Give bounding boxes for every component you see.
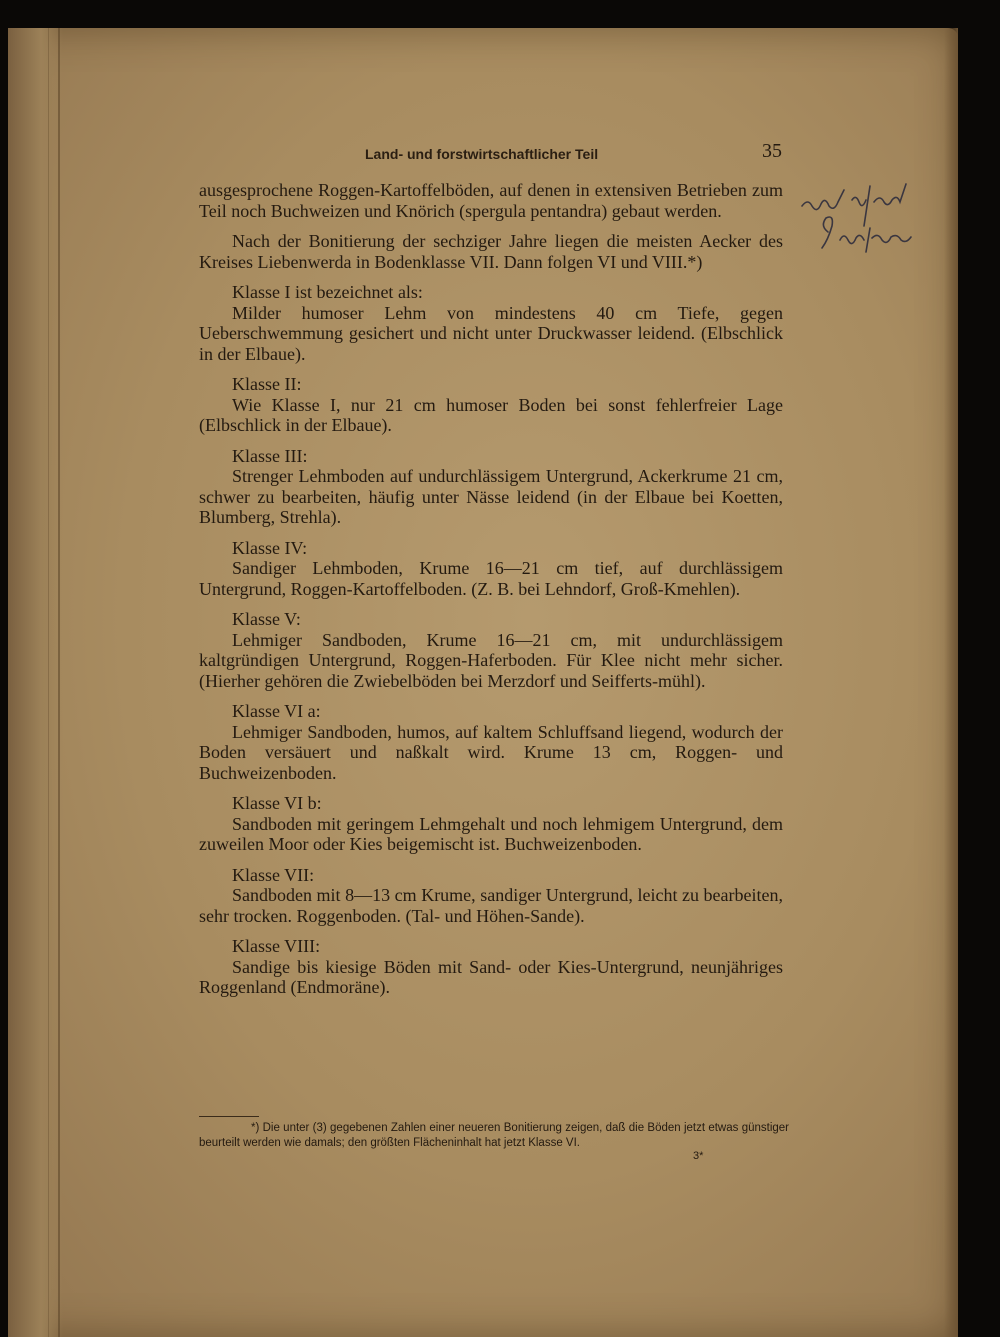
class-heading: Klasse VII: bbox=[232, 864, 315, 885]
class-description: Strenger Lehmboden auf undurchlässigem Untergrund, Ackerkrume 21 cm, schwer zu bearbeiten, häufig unter Nässe leidend (in der Elbaue bei Koetten, Blumberg, Strehla). bbox=[199, 466, 783, 527]
footnote-text: *) Die unter (3) gegebenen Zahlen einer neueren Bonitierung zeigen, daß die Böden jetzt etwas günstiger beurteilt werden wie damals; den größten Flächeninhalt hat jetzt Klasse VI. bbox=[199, 1122, 789, 1149]
class-description: Sandboden mit geringem Lehmgehalt und noch lehmigem Untergrund, dem zuweilen Moor oder Kies beigemischt ist. Buchweizenboden. bbox=[199, 813, 783, 854]
class-description: Milder humoser Lehm von mindestens 40 cm Tiefe, gegen Ueberschwemmung gesichert und nicht unter Druckwasser leidend. (Elbschlick in der Elbaue). bbox=[199, 302, 783, 364]
class-description: Sandige bis kiesige Böden mit Sand- oder Kies-Untergrund, neunjähriges Roggenland (Endmoräne). bbox=[199, 956, 783, 997]
footnote-rule bbox=[199, 1116, 259, 1117]
class-description: Lehmiger Sandboden, Krume 16—21 cm, mit undurchlässigem kaltgründigen Untergrund, Roggen-Haferboden. Für Klee nicht mehr sicher. (Hierher gehören die Zwiebelböden bei Merzdorf und Seifferts-mühl). bbox=[199, 629, 783, 691]
body-text bbox=[199, 180, 783, 998]
paragraph-intro: ausgesprochene Roggen-Kartoffelböden, auf denen in extensiven Betrieben zum Teil noch Buchweizen und Knörich (spergula pentandra) gebaut werden. bbox=[199, 180, 783, 221]
footnote bbox=[199, 1116, 789, 1151]
paragraph-bonitierung: Nach der Bonitierung der sechziger Jahre liegen die meisten Aecker des Kreises Liebenwerda in Bodenklasse VII. Dann folgen VI und VIII.*) bbox=[199, 231, 783, 272]
running-title: Land- und forstwirtschaftlicher Teil bbox=[365, 146, 599, 162]
class-heading: Klasse II: bbox=[232, 374, 302, 394]
handwritten-margin-note bbox=[800, 176, 950, 276]
class-heading: Klasse V: bbox=[232, 609, 301, 629]
class-description: Sandboden mit 8—13 cm Krume, sandiger Untergrund, leicht zu bearbeiten, sehr trocken. Roggenboden. (Tal- und Höhen-Sande). bbox=[199, 885, 783, 926]
class-description: Lehmiger Sandboden, humos, auf kaltem Schluffsand liegend, wodurch der Boden versäuert und naßkalt wird. Krume 13 cm, Roggen- und Buchweizenboden. bbox=[199, 721, 783, 783]
class-heading: Klasse IV: bbox=[232, 537, 308, 558]
handwriting-scribble-icon bbox=[800, 176, 950, 276]
class-heading: Klasse III: bbox=[232, 445, 308, 466]
signature-mark: 3* bbox=[693, 1150, 704, 1162]
gutter-fold-line bbox=[58, 28, 60, 1337]
class-description: Sandiger Lehmboden, Krume 16—21 cm tief, auf durchlässigem Untergrund, Roggen-Kartoffelboden. (Z. B. bei Lehndorf, Groß-Kmehlen). bbox=[199, 558, 783, 599]
page-gutter bbox=[8, 28, 63, 1337]
class-heading: Klasse I ist bezeichnet als: bbox=[232, 282, 423, 302]
page-number: 35 bbox=[762, 140, 782, 162]
class-heading: Klasse VIII: bbox=[232, 936, 321, 956]
gutter-fold-line-inner bbox=[48, 28, 49, 1337]
class-heading: Klasse VI a: bbox=[232, 701, 321, 721]
class-heading: Klasse VI b: bbox=[232, 793, 322, 813]
class-description: Wie Klasse I, nur 21 cm humoser Boden bei sonst fehlerfreier Lage (Elbschlick in der Elbaue). bbox=[199, 394, 783, 435]
